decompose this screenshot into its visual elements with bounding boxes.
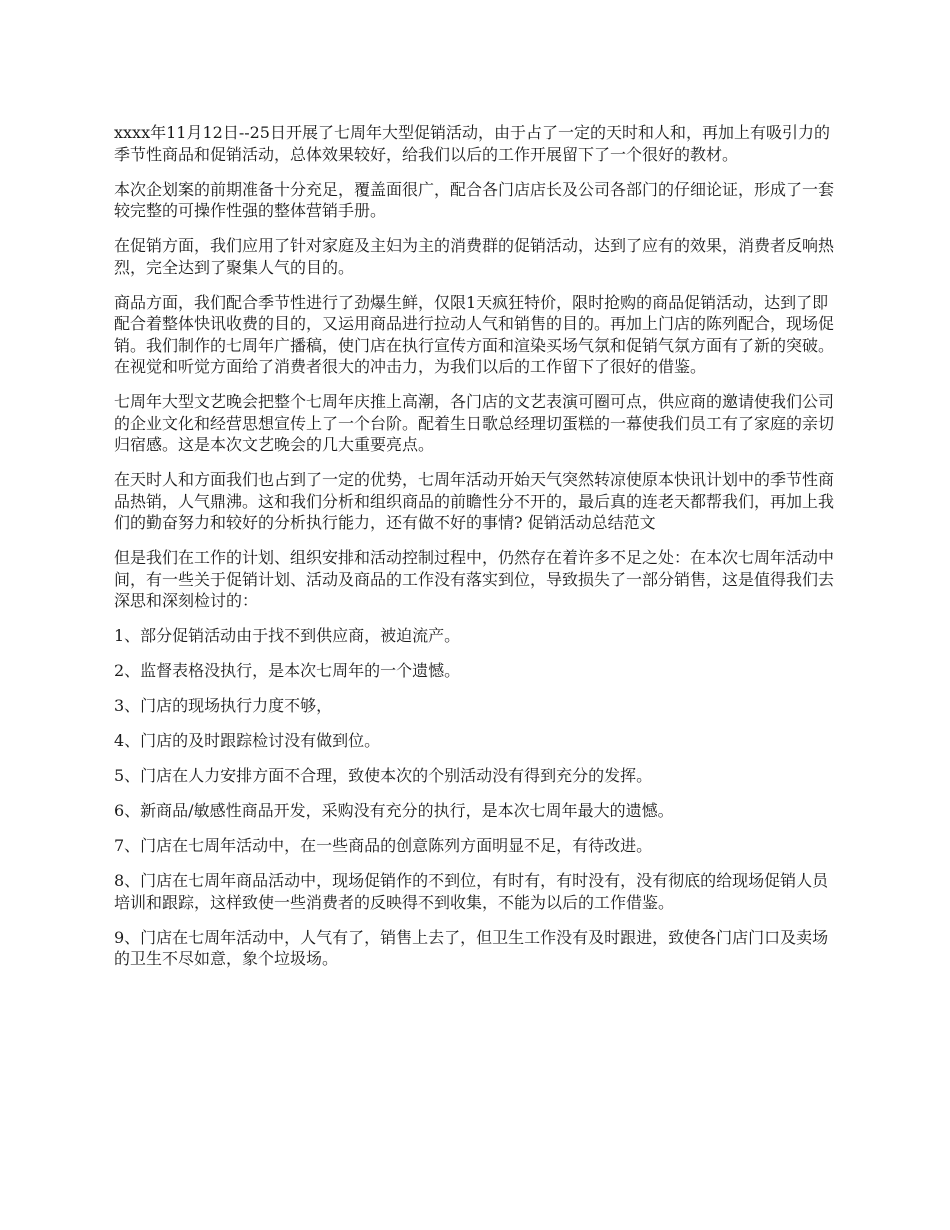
paragraph-gala: 七周年大型文艺晚会把整个七周年庆推上高潮，各门店的文艺表演可圈可点，供应商的邀请使我们公司的企业文化和经营思想宣传上了一个台阶。配着生日歌总经理切蛋糕的一幕使我们员工有了家庭的亲切归宿感。这是本次文艺晚会的几大重要亮点。 (114, 392, 835, 454)
paragraph-shortcomings: 但是我们在工作的计划、组织安排和活动控制过程中，仍然存在着许多不足之处：在本次七周年活动中间，有一些关于促销计划、活动及商品的工作没有落实到位，导致损失了一部分销售，这是值得我们去深思和深刻检讨的： (114, 548, 835, 610)
paragraph-timing: 在天时人和方面我们也占到了一定的优势，七周年活动开始天气突然转凉使原本快讯计划中的季节性商品热销，人气鼎沸。这和我们分析和组织商品的前瞻性分不开的，最后真的连老天都帮我们，再加上我们的勤奋努力和较好的分析执行能力，还有做不好的事情? 促销活动总结范文 (114, 470, 835, 532)
paragraph-merchandise: 商品方面，我们配合季节性进行了劲爆生鲜，仅限1天疯狂特价，限时抢购的商品促销活动，达到了即配合着整体快讯收费的目的，又运用商品进行拉动人气和销售的目的。再加上门店的陈列配合，现场促销。我们制作的七周年广播稿，使门店在执行宣传方面和渲染买场气氛和促销气氛方面有了新的突破。在视觉和听觉方面给了消费者很大的冲击力，为我们以后的工作留下了很好的借鉴。 (114, 292, 835, 376)
document-body (114, 122, 839, 983)
list-item-6: 6、新商品/敏感性商品开发，采购没有充分的执行，是本次七周年最大的遗憾。 (114, 801, 674, 820)
paragraph-intro: xxxx年11月12日--25日开展了七周年大型促销活动，由于占了一定的天时和人和，再加上有吸引力的季节性商品和促销活动，总体效果较好，给我们以后的工作开展留下了一个很好的教材。 (114, 123, 830, 164)
paragraph-planning: 本次企划案的前期准备十分充足，覆盖面很广，配合各门店店长及公司各部门的仔细论证，形成了一套较完整的可操作性强的整体营销手册。 (114, 179, 835, 220)
list-item-8: 8、门店在七周年商品活动中，现场促销作的不到位，有时有，有时没有，没有彻底的给现场促销人员培训和跟踪，这样致使一些消费者的反映得不到收集，不能为以后的工作借鉴。 (114, 871, 829, 912)
list-item-3: 3、门店的现场执行力度不够， (114, 696, 333, 715)
list-item-9: 9、门店在七周年活动中，人气有了，销售上去了，但卫生工作没有及时跟进，致使各门店门口及卖场的卫生不尽如意，象个垃圾场。 (114, 927, 829, 968)
list-item-4: 4、门店的及时跟踪检讨没有做到位。 (114, 731, 381, 750)
list-item-1: 1、部分促销活动由于找不到供应商，被迫流产。 (114, 626, 461, 645)
list-item-2: 2、监督表格没执行，是本次七周年的一个遗憾。 (114, 661, 461, 680)
paragraph-promotion: 在促销方面，我们应用了针对家庭及主妇为主的消费群的促销活动，达到了应有的效果，消费者反响热烈，完全达到了聚集人气的目的。 (114, 236, 835, 277)
list-item-7: 7、门店在七周年活动中，在一些商品的创意陈列方面明显不足，有待改进。 (114, 836, 653, 855)
list-item-5: 5、门店在人力安排方面不合理，致使本次的个别活动没有得到充分的发挥。 (114, 766, 653, 785)
